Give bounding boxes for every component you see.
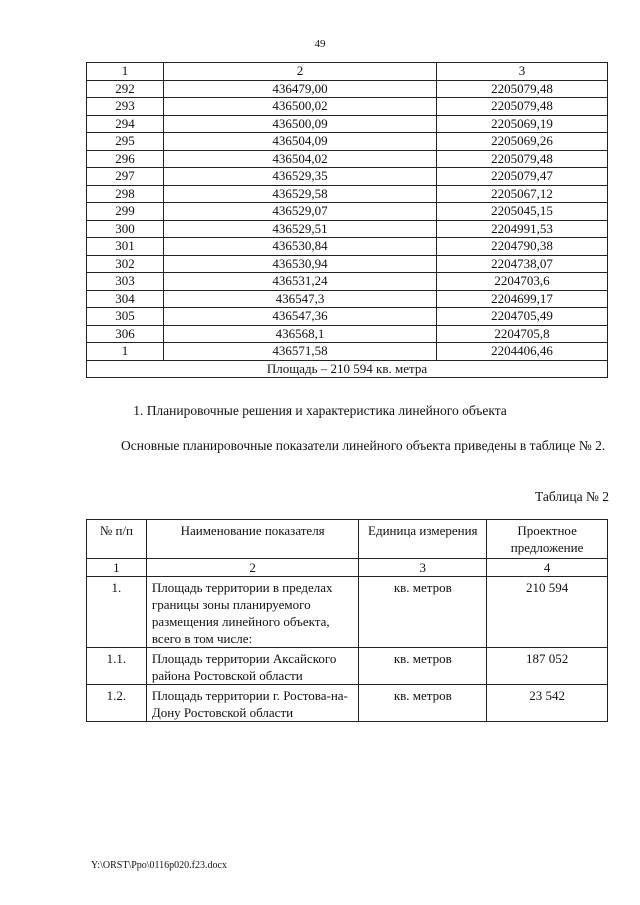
table-row [87,238,608,256]
table-row [87,273,608,291]
table-row [87,115,608,133]
table-row [87,133,608,151]
table-cell: 302 [87,255,164,273]
coords-total-row [87,360,608,378]
table-row [87,80,608,98]
table-row [87,255,608,273]
table-cell: 436529,51 [164,220,437,238]
table-cell: 2204703,6 [437,273,608,291]
table-row [87,308,608,326]
table2-column-number: 3 [359,559,487,577]
table-row [87,685,608,722]
coords-header-row [87,63,608,81]
table-cell: 2205069,19 [437,115,608,133]
table-cell: 2204738,07 [437,255,608,273]
table-cell: 436504,09 [164,133,437,151]
table-cell: 306 [87,325,164,343]
proposed-value: 187 052 [487,648,608,685]
table-cell: 300 [87,220,164,238]
table2-header-cell: Единица измерения [359,520,487,559]
table-cell: 2205045,15 [437,203,608,221]
table2-column-number: 1 [87,559,147,577]
table-cell: 292 [87,80,164,98]
table-cell: 299 [87,203,164,221]
intro-paragraph: Основные планировочные показатели линейного объекта приведены в таблице № 2. [121,438,606,453]
table-cell: 2204699,17 [437,290,608,308]
table2-caption: Таблица № 2 [535,489,609,504]
table-cell: 436529,07 [164,203,437,221]
table-cell: 2204705,49 [437,308,608,326]
table-cell: 1 [87,343,164,361]
table-cell: 303 [87,273,164,291]
table-cell: 436547,3 [164,290,437,308]
table-cell: 295 [87,133,164,151]
table-cell: 2205079,48 [437,80,608,98]
table-row [87,343,608,361]
table2-number-row [87,559,608,577]
unit-of-measure: кв. метров [359,648,487,685]
table-cell: 305 [87,308,164,326]
table2-header-row [87,520,608,559]
table-row [87,150,608,168]
indicator-name: Площадь территории г. Ростова-на-Дону Ростовской области [146,685,359,722]
row-number: 1.2. [87,685,147,722]
table-cell: 436504,02 [164,150,437,168]
table-cell: 436529,58 [164,185,437,203]
table-cell: 2205067,12 [437,185,608,203]
table-cell: 2204705,8 [437,325,608,343]
table-cell: 2204406,46 [437,343,608,361]
table2-column-number: 2 [146,559,359,577]
table-row [87,648,608,685]
unit-of-measure: кв. метров [359,685,487,722]
table-row [87,325,608,343]
table2-header-cell: Проектное предложение [487,520,608,559]
coordinates-table [86,62,608,378]
proposed-value: 210 594 [487,577,608,648]
proposed-value: 23 542 [487,685,608,722]
table-cell: 2204790,38 [437,238,608,256]
table-cell: 298 [87,185,164,203]
table-row [87,168,608,186]
table-cell: 2204991,53 [437,220,608,238]
table-cell: 436547,36 [164,308,437,326]
table-cell: 436500,02 [164,98,437,116]
table-cell: 436530,84 [164,238,437,256]
table-cell: 2205069,26 [437,133,608,151]
coords-header-cell: 1 [87,63,164,81]
table-cell: 293 [87,98,164,116]
row-number: 1. [87,577,147,648]
table-row [87,185,608,203]
table-cell: 436568,1 [164,325,437,343]
indicator-name: Площадь территории Аксайского района Ростовской области [146,648,359,685]
table-cell: 436530,94 [164,255,437,273]
table-cell: 436529,35 [164,168,437,186]
table2-column-number: 4 [487,559,608,577]
table-cell: 436500,09 [164,115,437,133]
indicators-table [86,519,608,722]
table-row [87,203,608,221]
table2-header-cell: Наименование показателя [146,520,359,559]
table-cell: 2205079,48 [437,150,608,168]
table-cell: 2205079,48 [437,98,608,116]
table-row [87,98,608,116]
coords-header-cell: 2 [164,63,437,81]
footer-file-path: Y:\ORST\Ppo\0116p020.f23.docx [91,860,227,871]
table-cell: 296 [87,150,164,168]
table-cell: 297 [87,168,164,186]
table-cell: 2205079,47 [437,168,608,186]
table2-header-cell: № п/п [87,520,147,559]
table-cell: 294 [87,115,164,133]
table-row [87,220,608,238]
page-number: 49 [314,38,326,50]
table-cell: 436479,00 [164,80,437,98]
table-row [87,290,608,308]
unit-of-measure: кв. метров [359,577,487,648]
area-total: Площадь – 210 594 кв. метра [87,360,608,378]
table-row [87,577,608,648]
table-cell: 436531,24 [164,273,437,291]
indicator-name: Площадь территории в пределах границы зоны планируемого размещения линейного объекта, всего в том числе: [146,577,359,648]
table-cell: 301 [87,238,164,256]
section-heading: 1. Планировочные решения и характеристика линейного объекта [133,403,507,418]
coords-header-cell: 3 [437,63,608,81]
table-cell: 436571,58 [164,343,437,361]
row-number: 1.1. [87,648,147,685]
table-cell: 304 [87,290,164,308]
